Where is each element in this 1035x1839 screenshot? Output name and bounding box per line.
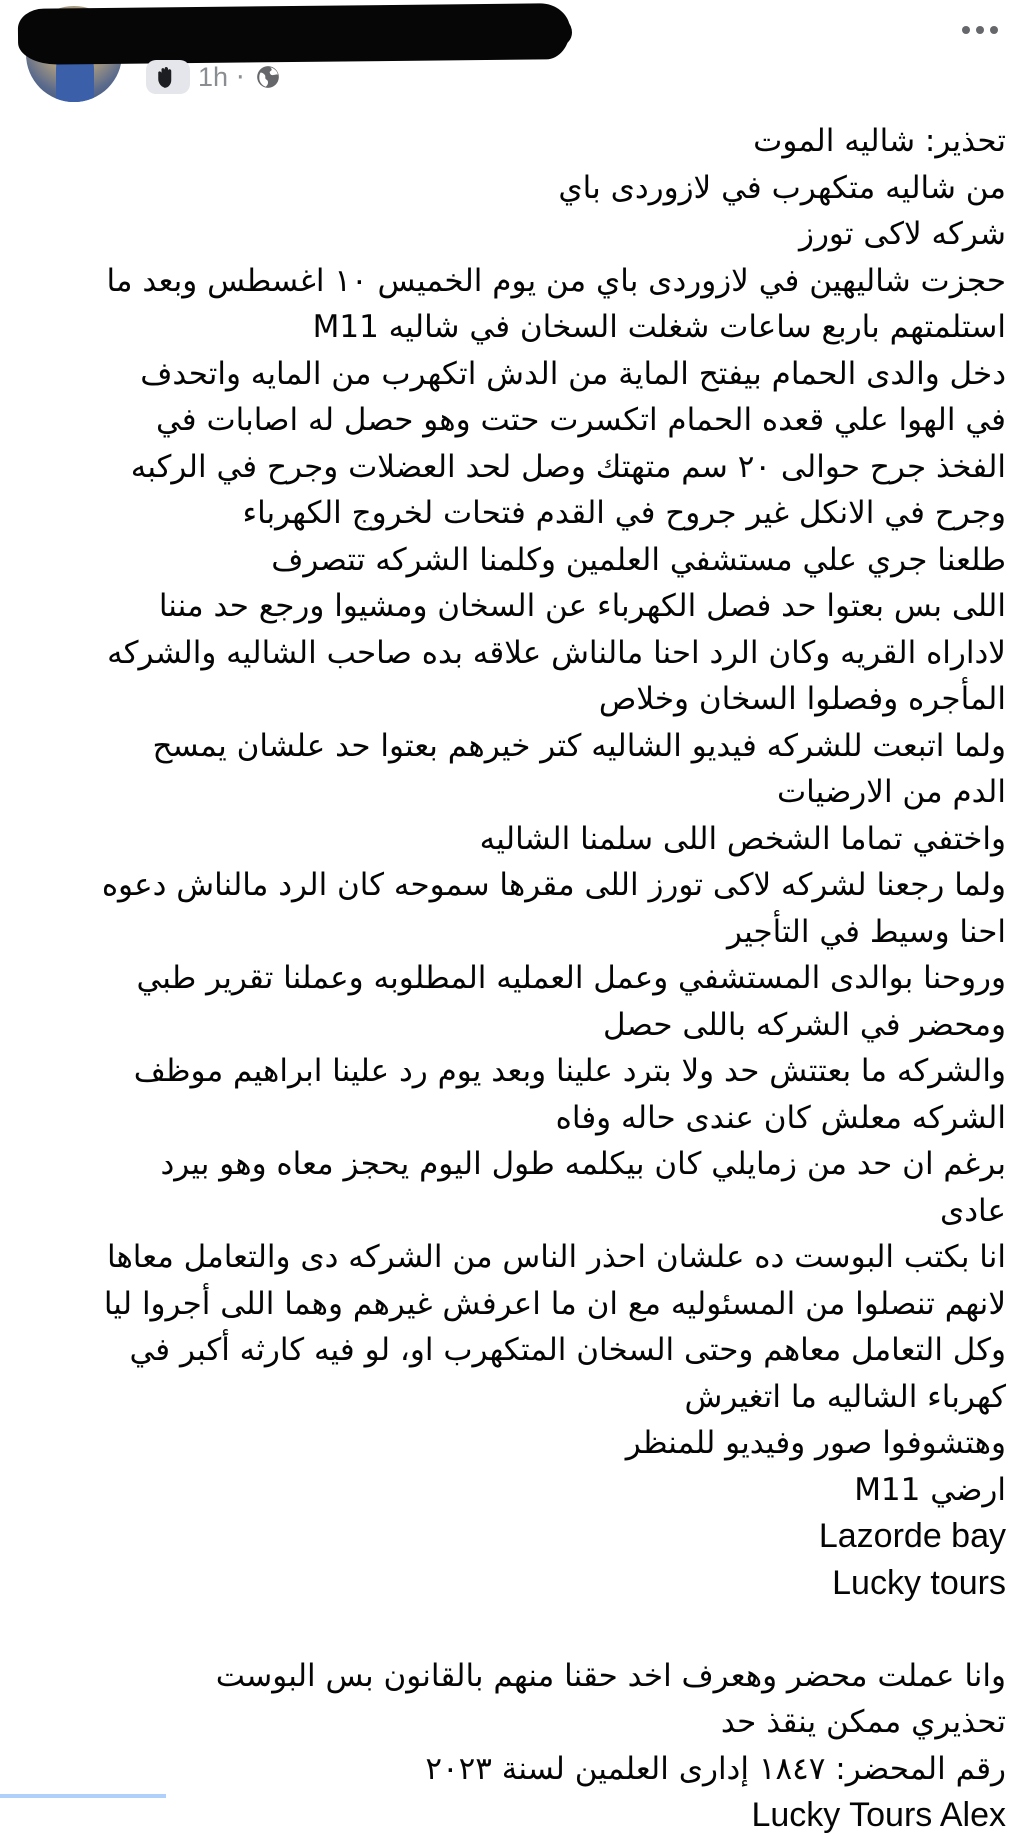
post-line: رقم المحضر: ١٨٤٧ إدارى العلمين لسنة ٢٠٢٣ xyxy=(425,1750,1006,1787)
meta-separator: · xyxy=(236,61,245,93)
post-blank-line xyxy=(48,1606,1006,1653)
post-line: ارضي M11 xyxy=(854,1471,1006,1508)
hand-wave-icon[interactable] xyxy=(146,60,190,94)
post-line: والشركه ما بعتتش حد ولا بترد علينا وبعد يوم رد علينا ابراهيم موظف xyxy=(133,1053,1006,1089)
more-dot-2 xyxy=(976,26,984,34)
post-line: وهتشوفوا صور وفيديو للمنظر xyxy=(625,1425,1006,1461)
post-line: لاداراه القريه وكان الرد احنا مالناش علاقه بده صاحب الشاليه والشركه xyxy=(107,634,1006,671)
post-line: عادى xyxy=(939,1192,1006,1229)
post-line: المأجره وفصلوا السخان وخلاص xyxy=(598,681,1006,717)
post-line: اللى بس بعتوا حد فصل الكهرباء عن السخان ومشيوا ورجع حد مننا xyxy=(158,588,1006,624)
globe-icon[interactable] xyxy=(253,62,283,92)
bottom-scroll-indicator xyxy=(0,1794,166,1798)
post-text xyxy=(48,118,1006,1839)
post-line: Lazorde bay xyxy=(818,1517,1006,1555)
post-line: شركه لاكى تورز xyxy=(798,216,1006,252)
post-line: Lucky Tours Alex xyxy=(751,1796,1006,1834)
post-header xyxy=(0,0,1035,110)
post-line: ولما اتبعت للشركه فيديو الشاليه كتر خيرهم بعتوا حد علشان يمسح xyxy=(152,727,1006,764)
post-line: وانا عملت محضر وهعرف اخد حقنا منهم بالقانون بس البوست xyxy=(215,1657,1006,1694)
post-line: وروحنا بوالدى المستشفي وعمل العمليه المطلوبه وعملنا تقرير طبي xyxy=(136,960,1006,996)
post-meta xyxy=(146,60,283,94)
post-line: دخل والدى الحمام بيفتح الماية من الدش اتكهرب من المايه واتحدف xyxy=(140,355,1006,392)
post-line: انا بكتب البوست ده علشان احذر الناس من الشركه دى والتعامل معاها xyxy=(107,1239,1006,1275)
post-line: استلمتهم باربع ساعات شغلت السخان في شاليه M11 xyxy=(312,309,1006,345)
more-dot-3 xyxy=(990,26,998,34)
post-line: واختفي تماما الشخص اللى سلمنا الشاليه xyxy=(479,820,1006,857)
post-line: كهرباء الشاليه ما اتغيرش xyxy=(684,1378,1006,1415)
post-line: تحذير: شاليه الموت xyxy=(753,123,1006,159)
post-line: من شاليه متكهرب في لازوردى باي xyxy=(558,169,1006,206)
post-line: طلعنا جري علي مستشفي العلمين وكلمنا الشركه تتصرف xyxy=(271,541,1006,578)
more-options-icon[interactable] xyxy=(950,8,1010,52)
post-line: احنا وسيط في التأجير xyxy=(727,913,1006,950)
post-line: وجرح في الانكل غير جروح في القدم فتحات لخروج الكهرباء xyxy=(242,495,1006,531)
post-line: في الهوا علي قعده الحمام اتكسرت حتت وهو حصل له اصابات في xyxy=(155,402,1006,438)
redacted-author-name-tail xyxy=(400,16,572,46)
post-line: ولما رجعنا لشركه لاكى تورز اللى مقرها سموحه كان الرد مالناش دعوه xyxy=(101,867,1006,903)
post-line: الشركه معلش كان عندى حاله وفاه xyxy=(555,1099,1006,1136)
post-line: Lucky tours xyxy=(832,1563,1006,1602)
more-dot-1 xyxy=(962,26,970,34)
post-line: تحذيري ممكن ينقذ حد xyxy=(720,1704,1006,1740)
post-line: لانهم تنصلوا من المسئوليه مع ان ما اعرفش غيرهم وهما اللى أجروا ليا xyxy=(103,1285,1006,1322)
post-line: الفخذ جرح حوالى ٢٠ سم متهتك وصل لحد العضلات وجرح في الركبه xyxy=(130,448,1006,485)
post-line: وكل التعامل معاهم وحتى السخان المتكهرب او، لو فيه كارثه أكبر في xyxy=(129,1332,1006,1368)
post-line: ومحضر في الشركه باللى حصل xyxy=(603,1006,1006,1043)
post-line: الدم من الارضيات xyxy=(776,774,1006,810)
post-line: حجزت شاليهين في لازوردى باي من يوم الخميس ١٠ اغسطس وبعد ما xyxy=(106,262,1006,299)
post-line: برغم ان حد من زمايلي كان بيكلمه طول اليوم يحجز معاه وهو بيرد xyxy=(160,1146,1006,1182)
post-time[interactable]: 1h xyxy=(198,61,229,92)
